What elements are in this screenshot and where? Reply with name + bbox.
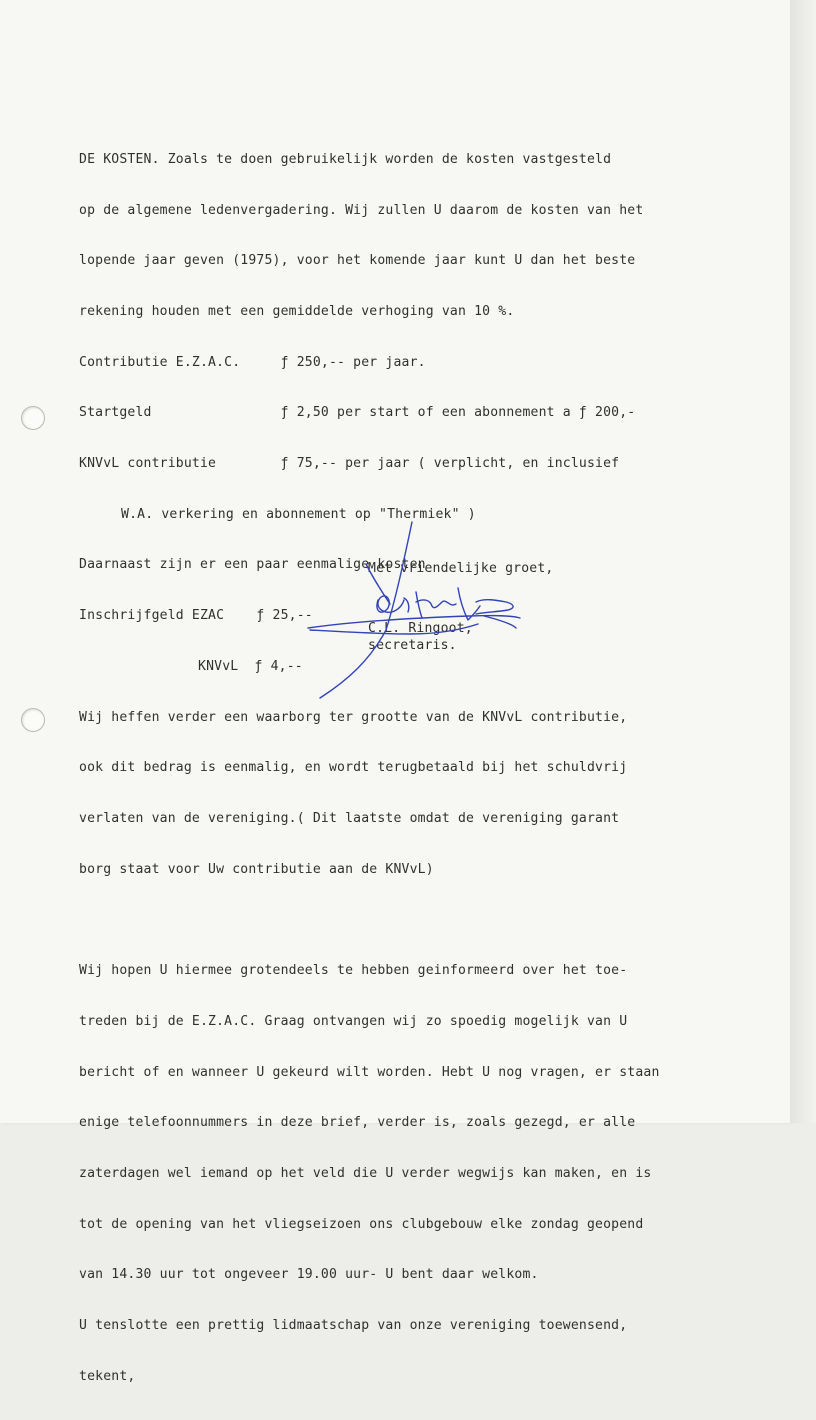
text-line: tot de opening van het vliegseizoen ons clubgebouw elke zondag geopend: [79, 1216, 644, 1232]
text-line: rekening houden met een gemiddelde verhoging van 10 %.: [79, 303, 515, 319]
cost-line-startgeld: Startgeld ƒ 2,50 per start of een abonnement a ƒ 200,-: [79, 405, 636, 421]
text-line: enige telefoonnummers in deze brief, verder is, zoals gezegd, er alle: [79, 1115, 636, 1131]
text-line: tekent,: [79, 1368, 136, 1384]
signatory-role: secretaris.: [368, 638, 457, 653]
text-line: treden bij de E.Z.A.C. Graag ontvangen wij zo spoedig mogelijk van U: [79, 1013, 628, 1029]
text-line: borg staat voor Uw contributie aan de KNVvL): [79, 861, 434, 877]
punch-hole-bottom: [21, 708, 45, 732]
text-line: Wij heffen verder een waarborg ter grootte van de KNVvL contributie,: [79, 709, 628, 725]
handwritten-signature: [300, 520, 540, 705]
cost-line-inschrijfgeld: Inschrijfgeld EZAC ƒ 25,--: [79, 608, 313, 624]
punch-hole-top: [21, 406, 45, 430]
page-edge: [790, 0, 816, 1123]
text-line: Wij hopen U hiermee grotendeels te hebben geinformeerd over het toe-: [79, 963, 628, 979]
cost-line-knvvl-eenmalig: KNVvL ƒ 4,--: [198, 658, 303, 674]
text-line: lopende jaar geven (1975), voor het komende jaar kunt U dan het beste: [79, 253, 636, 269]
text-line: verlaten van de vereniging.( Dit laatste omdat de vereniging garant: [79, 810, 620, 826]
closing-greeting: Met vriendelijke groet,: [368, 561, 554, 576]
text-line: ook dit bedrag is eenmalig, en wordt terugbetaald bij het schuldvrij: [79, 760, 628, 776]
text-line: van 14.30 uur tot ongeveer 19.00 uur- U bent daar welkom.: [79, 1267, 539, 1283]
text-line: DE KOSTEN. Zoals te doen gebruikelijk worden de kosten vastgesteld: [79, 151, 612, 167]
letter-body: [79, 118, 784, 1420]
cost-line-contributie: Contributie E.Z.A.C. ƒ 250,-- per jaar.: [79, 354, 426, 370]
signatory-name: C.L. Ringoot,: [368, 621, 473, 636]
cost-line-knvvl-note: W.A. verkering en abonnement op "Thermiek" ): [121, 506, 476, 522]
text-line: zaterdagen wel iemand op het veld die U verder wegwijs kan maken, en is: [79, 1165, 652, 1181]
cost-line-knvvl: KNVvL contributie ƒ 75,-- per jaar ( verplicht, en inclusief: [79, 456, 620, 472]
text-line: U tenslotte een prettig lidmaatschap van onze vereniging toewensend,: [79, 1318, 628, 1334]
text-line: bericht of en wanneer U gekeurd wilt worden. Hebt U nog vragen, er staan: [79, 1064, 660, 1080]
text-line: Daarnaast zijn er een paar eenmalige kosten: [79, 557, 426, 573]
text-line: op de algemene ledenvergadering. Wij zullen U daarom de kosten van het: [79, 202, 644, 218]
